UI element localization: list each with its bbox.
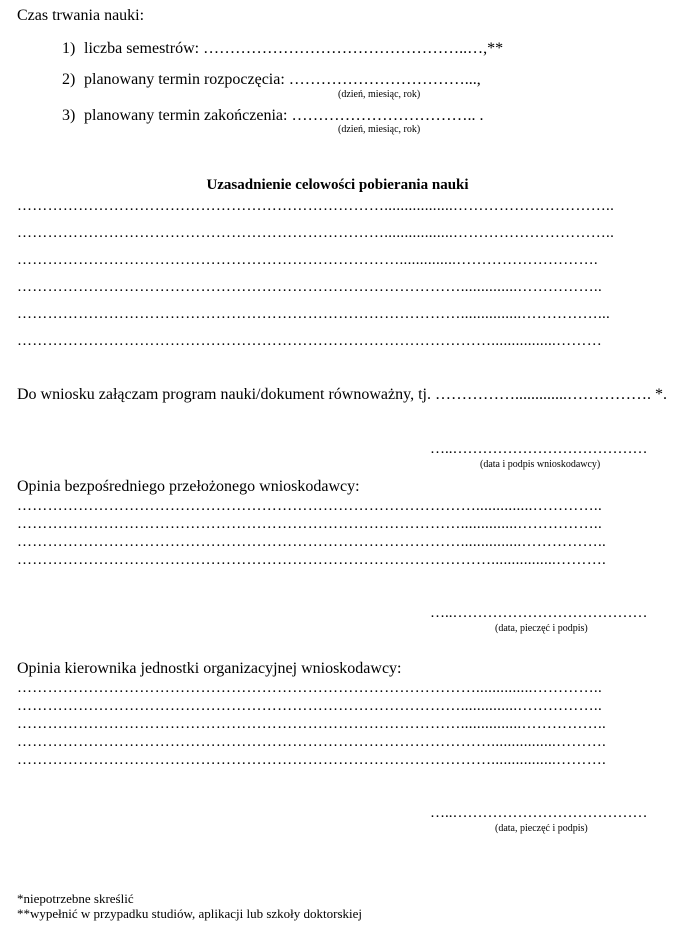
start-date-note: (dzień, miesiąc, rok) [338, 89, 421, 100]
end-date-label: planowany termin zakończenia: …………………………….. . [84, 107, 484, 124]
supervisor-signature-caption: (data, pieczęć i podpis) [495, 623, 588, 634]
item-number: 2) [62, 71, 76, 88]
head-opinion-line-5[interactable]: …………………………………………………………………………………................………. [17, 753, 607, 767]
head-opinion-line-2[interactable]: ……………………………………………………………………………..............…………….. [17, 699, 602, 713]
justification-line-1[interactable]: ……………………………………………………………….................………………………….. [17, 199, 615, 213]
supervisor-opinion-heading: Opinia bezpośredniego przełożonego wnioskodawcy: [17, 478, 360, 495]
justification-line-5[interactable]: ……………………………………………………………………………...............……………... [17, 307, 611, 321]
end-date-note: (dzień, miesiąc, rok) [338, 124, 421, 135]
footnote-1: *niepotrzebne skreślić [17, 891, 134, 906]
footnote-2: **wypełnić w przypadku studiów, aplikacji lub szkoły doktorskiej [17, 906, 363, 921]
start-date-field[interactable] [62, 71, 481, 89]
supervisor-opinion-line-2[interactable]: ……………………………………………………………………………..............…………….. [17, 517, 602, 531]
item-number: 1) [62, 40, 76, 57]
supervisor-opinion-line-1[interactable]: ………………………………………………………………………………..............………….. [17, 499, 602, 513]
supervisor-opinion-line-3[interactable]: ……………………………………………………………………………...............…………….. [17, 535, 607, 549]
item-number: 3) [62, 107, 76, 124]
applicant-signature-line[interactable]: …..………………………………… [430, 441, 648, 457]
head-opinion-line-3[interactable]: ……………………………………………………………………………...............…………….. [17, 717, 607, 731]
head-signature-line[interactable]: …..………………………………… [430, 805, 648, 821]
applicant-signature-caption: (data i podpis wnioskodawcy) [480, 459, 601, 470]
semesters-label: liczba semestrów: …………………………………………..…,** [84, 40, 504, 57]
justification-line-6[interactable]: …………………………………………………………………………………................……… [17, 334, 602, 348]
supervisor-opinion-line-4[interactable]: …………………………………………………………………………………................………. [17, 553, 607, 567]
justification-line-4[interactable]: ……………………………………………………………………………..............…………….. [17, 280, 602, 294]
supervisor-signature-line[interactable]: …..………………………………… [430, 605, 648, 621]
attachment-statement[interactable]: Do wniosku załączam program nauki/dokument równoważny, tj. …………….............……………. *. [17, 386, 667, 403]
semesters-field[interactable] [62, 40, 503, 58]
head-signature-caption: (data, pieczęć i podpis) [495, 823, 588, 834]
justification-title: Uzasadnienie celowości pobierania nauki [206, 177, 469, 193]
justification-line-2[interactable]: ……………………………………………………………….................………………………….. [17, 226, 615, 240]
head-opinion-heading: Opinia kierownika jednostki organizacyjnej wnioskodawcy: [17, 660, 402, 677]
end-date-field[interactable] [62, 107, 483, 125]
start-date-label: planowany termin rozpoczęcia: ……………………………..., [84, 71, 481, 88]
justification-line-3[interactable]: …………………………………………………………………..............………………………. [17, 253, 598, 267]
head-opinion-line-1[interactable]: ………………………………………………………………………………..............………….. [17, 681, 602, 695]
duration-heading: Czas trwania nauki: [17, 7, 145, 24]
head-opinion-line-4[interactable]: …………………………………………………………………………………................………. [17, 735, 607, 749]
